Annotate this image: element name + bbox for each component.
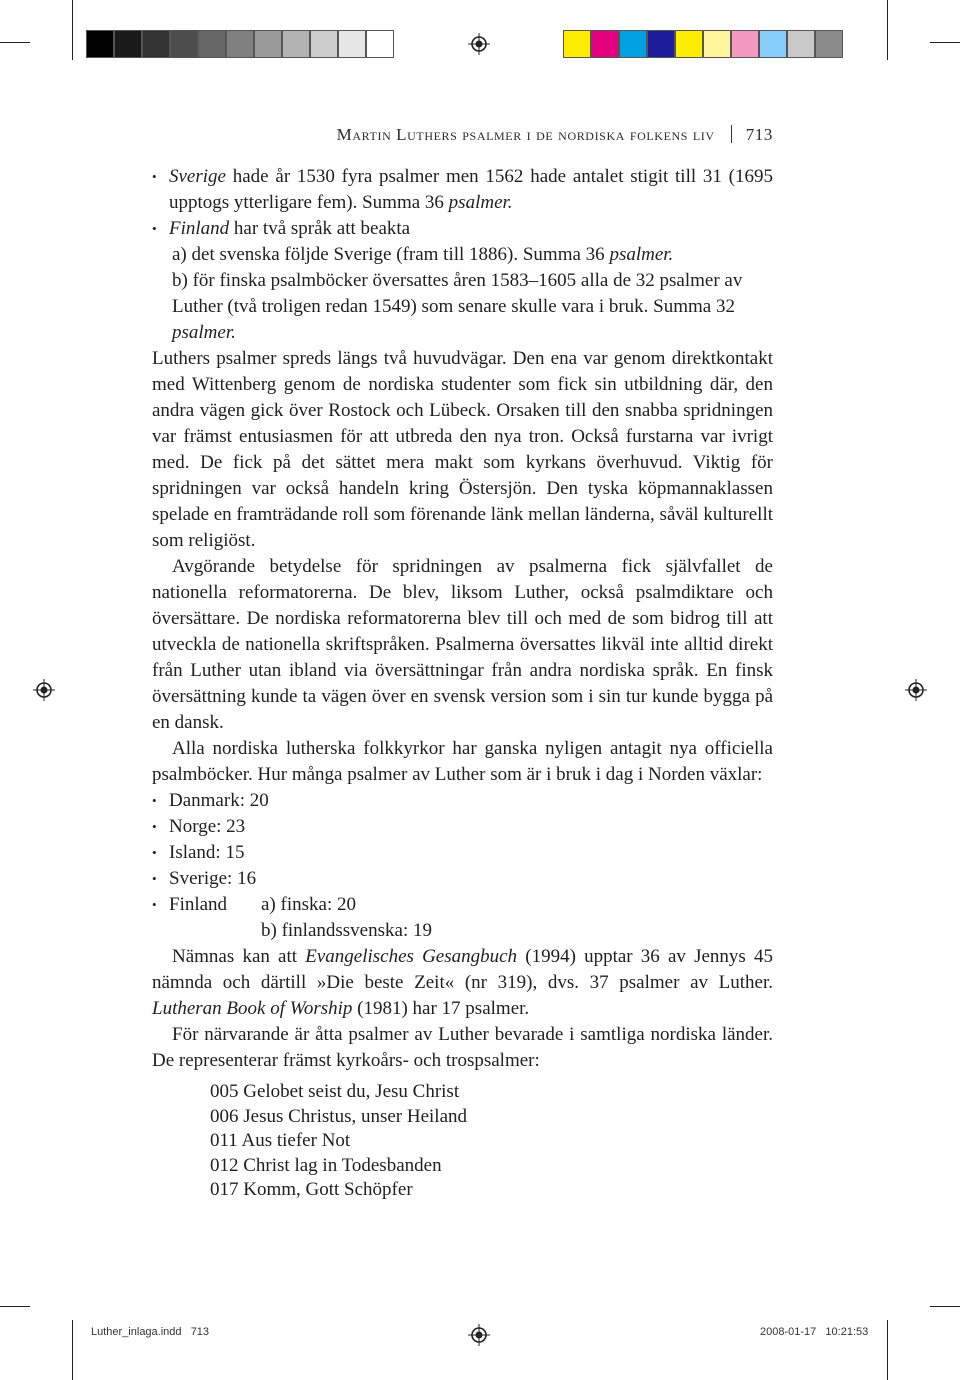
- list-item: • Sverige: 16: [152, 866, 773, 892]
- color-swatch: [703, 30, 731, 58]
- color-swatch: [675, 30, 703, 58]
- color-swatch: [787, 30, 815, 58]
- crop-mark: [0, 1306, 30, 1307]
- color-swatch: [170, 30, 198, 58]
- list-item: 005 Gelobet seist du, Jesu Christ: [210, 1081, 460, 1102]
- process-color-bar: [563, 30, 843, 58]
- color-swatch: [338, 30, 366, 58]
- hymn-list: [210, 1080, 773, 1203]
- registration-mark-icon: [33, 679, 55, 701]
- crop-mark: [0, 42, 30, 43]
- bullet-sverige: • Sverige hade år 1530 fyra psalmer men 1562 hade antalet stigit till 31 (1695 upptogs ytterligare fem). Summa 36 psalmer.: [152, 164, 773, 216]
- paragraph: Avgörande betydelse för spridningen av psalmerna fick självfallet de nationella reformatorerna. De blev, liksom Luther, också psalmdiktare och översättare. De nordiska reformatorerna blev till och med de som bidrog till att utveckla de nationella skriftspråken. Psalmerna översattes likväl inte alltid direkt från Luther utan ibland via översättningar från andra nordiska språk. En finsk översättning kunde ta vägen över en svensk version som i sin tur kunde bygga på en dansk.: [152, 556, 773, 733]
- color-swatch: [142, 30, 170, 58]
- color-swatch: [759, 30, 787, 58]
- color-swatch: [591, 30, 619, 58]
- psalm-count-list: [152, 788, 773, 944]
- paragraph: För närvarande är åtta psalmer av Luther bevarade i samtliga nordiska länder. De representerar främst kyrkoårs- och trospsalmer:: [152, 1024, 773, 1071]
- grayscale-color-bar: [86, 30, 394, 58]
- crop-mark: [887, 1320, 888, 1380]
- header-divider: [731, 125, 732, 143]
- color-swatch: [198, 30, 226, 58]
- paragraph: Alla nordiska lutherska folkkyrkor har ganska nyligen antagit nya officiella psalmböcker. Hur många psalmer av Luther som är i bruk i dag i Norden växlar:: [152, 738, 773, 785]
- running-title: Martin Luthers psalmer i de nordiska folkens liv: [336, 125, 715, 144]
- crop-mark: [930, 42, 960, 43]
- finland-item-a: a) det svenska följde Sverige (fram till 1886). Summa 36 psalmer.: [172, 244, 674, 265]
- list-item: • Danmark: 20: [152, 788, 773, 814]
- color-swatch: [815, 30, 843, 58]
- color-swatch: [86, 30, 114, 58]
- color-swatch: [366, 30, 394, 58]
- color-swatch: [647, 30, 675, 58]
- color-swatch: [563, 30, 591, 58]
- crop-mark: [887, 0, 888, 60]
- registration-mark-icon: [468, 1324, 490, 1346]
- paragraph: Nämnas kan att Evangelisches Gesangbuch (1994) upptar 36 av Jennys 45 nämnda och därtill »Die beste Zeit« (nr 319), dvs. 37 psalmer av Luther. Lutheran Book of Worship (1981) har 17 psalmer.: [152, 946, 773, 1019]
- slug-file-info: Luther_inlaga.indd 713: [91, 1326, 210, 1338]
- list-item: b) finlandssvenska: 19: [261, 920, 432, 941]
- running-header: [152, 125, 773, 145]
- registration-mark-icon: [468, 33, 490, 55]
- list-item: 006 Jesus Christus, unser Heiland: [210, 1105, 468, 1127]
- color-swatch: [282, 30, 310, 58]
- registration-mark-icon: [905, 679, 927, 701]
- color-swatch: [310, 30, 338, 58]
- color-swatch: [619, 30, 647, 58]
- crop-mark: [72, 1320, 73, 1380]
- bullet-finland: • Finland har två språk att beakta: [152, 216, 773, 242]
- color-swatch: [114, 30, 142, 58]
- color-swatch: [731, 30, 759, 58]
- crop-mark: [930, 1306, 960, 1307]
- list-item: 012 Christ lag in Todesbanden: [210, 1154, 442, 1176]
- page-number: 713: [745, 125, 773, 144]
- crop-mark: [72, 0, 73, 60]
- color-swatch: [226, 30, 254, 58]
- list-item: • Finland a) finska: 20: [152, 892, 773, 918]
- list-item: • Island: 15: [152, 840, 773, 866]
- finland-item-b: b) för finska psalmböcker översattes åren 1583–1605 alla de 32 psalmer av Luther (två troligen redan 1549) som senare skulle vara i bruk. Summa 32 psalmer.: [172, 270, 743, 343]
- list-item: 017 Komm, Gott Schöpfer: [210, 1179, 413, 1200]
- page-body: [152, 164, 773, 1203]
- color-swatch: [254, 30, 282, 58]
- list-item: • Norge: 23: [152, 814, 773, 840]
- list-item: 011 Aus tiefer Not: [210, 1130, 351, 1151]
- slug-timestamp: 2008-01-17 10:21:53: [760, 1326, 869, 1338]
- paragraph: Luthers psalmer spreds längs två huvudvägar. Den ena var genom direktkontakt med Wittenberg genom de nordiska studenter som fick sin utbildning där, den andra vägen gick över Rostock och Lübeck. Orsaken till den snabba spridningen var främst entusiasmen för att utbreda den nya tron. Också furstarna var ivrigt med. De fick på det sättet mera makt som kyrkans överhuvud. Viktig för spridningen var också handeln kring Östersjön. Den tyska köpmannaklassen spelade en framträdande roll som förenande länk mellan länderna, såväl kulturellt som religiöst.: [152, 348, 773, 551]
